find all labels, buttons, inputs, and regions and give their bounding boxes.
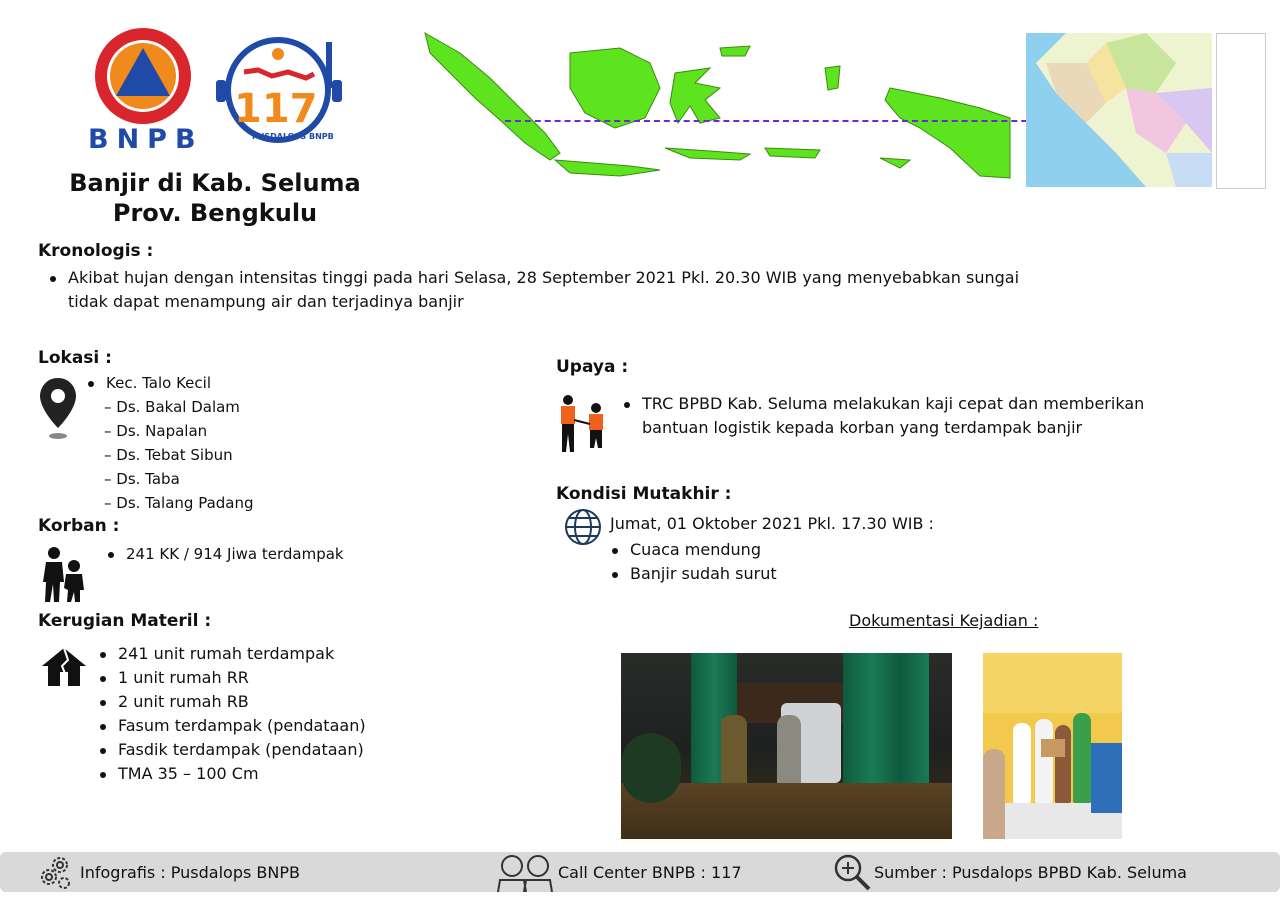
- upaya-line-2: bantuan logistik kepada korban yang terdampak banjir: [642, 418, 1083, 437]
- globe-icon: [564, 508, 602, 546]
- victims-icon: [40, 544, 88, 604]
- upaya-line-1: TRC BPBD Kab. Seluma melakukan kaji cepat dan memberikan: [642, 394, 1145, 413]
- footer-sumber-text: Sumber : Pusdalops BPBD Kab. Seluma: [874, 862, 1187, 882]
- kerugian-item: TMA 35 – 100 Cm: [96, 762, 366, 786]
- kondisi-list: [608, 538, 777, 586]
- lokasi-heading: Lokasi :: [38, 348, 112, 368]
- upaya-list: [620, 392, 1180, 440]
- kondisi-item: Cuaca mendung: [608, 538, 777, 562]
- desa-item: – Ds. Tebat Sibun: [104, 446, 233, 464]
- kronologis-line-2: tidak dapat menampung air dan terjadinya banjir: [68, 292, 464, 311]
- dokumentasi-heading: Dokumentasi Kejadian :: [849, 611, 1039, 630]
- footer-infografis-text: Infografis : Pusdalops BNPB: [80, 862, 300, 882]
- kerugian-heading: Kerugian Materil :: [38, 611, 212, 631]
- call-center-icon: [494, 852, 558, 892]
- gear-icon: [38, 854, 74, 890]
- kronologis-heading: Kronologis :: [38, 241, 154, 261]
- title-line-1: Banjir di Kab. Seluma: [69, 169, 361, 197]
- regional-map: [1026, 33, 1212, 187]
- bnpb-logo: [88, 26, 204, 156]
- desa-item: – Ds. Talang Padang: [104, 494, 254, 512]
- footer-call-center: [494, 852, 742, 892]
- kronologis-item: [46, 266, 1126, 314]
- lokasi-kecamatan: Kec. Talo Kecil: [84, 371, 211, 395]
- kerugian-item: Fasum terdampak (pendataan): [96, 714, 366, 738]
- regional-map-legend: [1216, 33, 1266, 189]
- damaged-house-icon: [40, 646, 88, 688]
- title-line-2: Prov. Bengkulu: [112, 199, 318, 227]
- bnpb-logo-text: BNPB: [88, 124, 204, 155]
- footer-bar: [0, 852, 1280, 892]
- kerugian-item: 241 unit rumah terdampak: [96, 642, 366, 666]
- kronologis-line-1: Akibat hujan dengan intensitas tinggi pada hari Selasa, 28 September 2021 Pkl. 20.30 WIB yang menyebabkan sungai: [68, 268, 1020, 287]
- kondisi-heading: Kondisi Mutakhir :: [556, 484, 732, 504]
- map-pin-icon: [38, 376, 78, 440]
- lokasi-desa-list: [84, 395, 254, 515]
- pusdalops-number: 117: [234, 86, 318, 132]
- desa-item: – Ds. Bakal Dalam: [104, 398, 240, 416]
- kerugian-list: [96, 642, 366, 786]
- pusdalops-label: PUSDALOPS BNPB: [252, 132, 334, 141]
- korban-list: [104, 542, 344, 566]
- desa-item: – Ds. Napalan: [104, 422, 208, 440]
- kronologis-list: [46, 266, 1126, 314]
- page-title: [40, 168, 390, 228]
- kondisi-item: Banjir sudah surut: [608, 562, 777, 586]
- upaya-item: [620, 392, 1180, 440]
- bnpb-emblem-icon: [88, 26, 198, 126]
- kerugian-item: 2 unit rumah RB: [96, 690, 366, 714]
- upaya-heading: Upaya :: [556, 357, 629, 377]
- magnifier-plus-icon: [832, 852, 872, 892]
- footer-infografis: [38, 852, 300, 892]
- footer-call-center-text: Call Center BNPB : 117: [558, 862, 742, 882]
- photo-night-flood: [621, 653, 952, 839]
- indonesia-map: [420, 28, 1020, 193]
- pusdalops-logo: [214, 36, 352, 146]
- kondisi-date: Jumat, 01 Oktober 2021 Pkl. 17.30 WIB :: [610, 514, 934, 533]
- desa-item: – Ds. Taba: [104, 470, 180, 488]
- photo-logistics: [983, 653, 1122, 839]
- korban-heading: Korban :: [38, 516, 120, 536]
- rescue-workers-icon: [556, 394, 608, 454]
- korban-item: 241 KK / 914 Jiwa terdampak: [104, 542, 344, 566]
- direction-arrow: [505, 120, 1057, 122]
- kerugian-item: Fasdik terdampak (pendataan): [96, 738, 366, 762]
- footer-sumber: [832, 852, 1187, 892]
- lokasi-list: [84, 371, 211, 395]
- kerugian-item: 1 unit rumah RR: [96, 666, 366, 690]
